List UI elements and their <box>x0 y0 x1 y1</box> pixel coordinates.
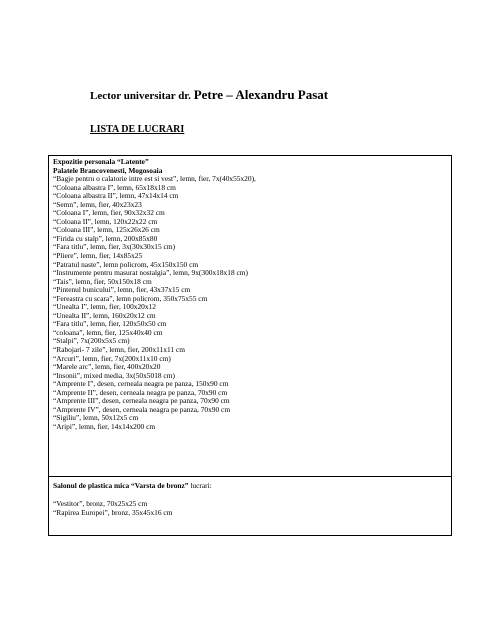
work-item: “Coloana albastra I”, lemn, 65x18x18 cm <box>53 182 176 192</box>
author-line <box>90 87 328 103</box>
work-item: “Unealta I”, lemn, fier, 100x20x12 <box>53 302 156 312</box>
salon-title-suffix: lucrari: <box>188 481 212 490</box>
solo-exhibition-cell <box>49 156 451 477</box>
exhibition-title: Expozitie personala “Latente” <box>53 157 149 166</box>
work-item: “Fara titlu”, lemn, fier, 3x(30x30x15 cm) <box>53 242 176 252</box>
author-name: Petre – Alexandru Pasat <box>193 87 329 102</box>
work-item: “Semn”, lemn, fier, 40x23x23 <box>53 199 142 209</box>
work-item: “Stalpi”, 7x(200x5x5 cm) <box>53 336 130 346</box>
work-item: “Fereastra cu scara”, lemn policrom, 350x75x55 cm <box>53 293 208 303</box>
work-item: “Bagje pentru o calatorie intre est si vest”, lemn, fier, 7x(40x55x20), <box>53 174 256 184</box>
spacer <box>53 490 447 499</box>
salon-cell <box>49 477 451 535</box>
work-item: “Sigiliu”, lemn, 50x12x5 cm <box>53 413 139 423</box>
work-item: “Aripi”, lemn, fier, 14x14x200 cm <box>53 421 156 431</box>
author-prefix: Lector universitar dr. <box>90 90 191 102</box>
work-item: “Coloana II”, lemn, 120x22x22 cm <box>53 216 158 226</box>
work-item: “Amprente I”, desen, cerneala neagra pe panza, 150x90 cm <box>53 379 229 389</box>
work-item: “Arcuri”, lemn, fier, 7x(200x11x10 cm) <box>53 353 171 363</box>
work-item: “Amprente III”, desen, cerneala neagra pe panza, 70x90 cm <box>53 396 230 406</box>
salon-works-list <box>53 499 447 517</box>
work-item: “Unealta II”, lemn, 160x20x12 cm <box>53 310 156 320</box>
work-item: “coloana”, lemn, fier, 125x40x40 cm <box>53 327 163 337</box>
work-item: “Fara titlu”, lemn, fier, 120x50x50 cm <box>53 319 167 329</box>
work-item: “Marele arc”, lemn, fier, 400x20x20 <box>53 362 161 372</box>
salon-title-line <box>53 481 447 490</box>
salon-title: Salonul de plastica mica “Varsta de bronz” <box>53 481 189 490</box>
work-item: “Coloana III”, lemn, 125x26x26 cm <box>53 225 160 235</box>
work-item: “Insonii”, mixed media, 3x(50x5018 cm) <box>53 370 175 380</box>
list-title: LISTA DE LUCRARI <box>90 124 185 135</box>
work-item: “Tais”, lemn, fier, 50x150x18 cm <box>53 276 152 286</box>
work-item: “Pliere”, lemn, fier, 14x85x25 <box>53 251 143 261</box>
work-item: “Rapirea Europei”, bronz, 35x45x16 cm <box>53 508 173 518</box>
work-item: “Patratul naste”, lemn policrom, 45x150x150 cm <box>53 259 199 269</box>
work-item: “Amprente II”, desen, cerneala neagra pe panza, 70x90 cm <box>53 387 228 397</box>
works-table <box>48 155 452 536</box>
work-item: “Coloana I”, lemn, fier, 90x32x32 cm <box>53 208 165 218</box>
work-item: “Instrumente pentru masurat nostalgia”, lemn, 9x(300x18x18 cm) <box>53 268 248 278</box>
work-item: “Pintenul bunicului”, lemn, fier, 43x37x15 cm <box>53 285 191 295</box>
work-item: “Amprente IV”, desen, cerneala neagra pe panza, 70x90 cm <box>53 404 231 414</box>
work-item: “Rabojari- 7 zile”, lemn, fier, 200x11x11 cm <box>53 345 185 355</box>
work-item: “Vestitor”, bronz, 70x25x25 cm <box>53 499 148 509</box>
solo-works-list <box>53 175 447 431</box>
exhibition-venue: Palatele Brancovenesti, Mogosoaia <box>53 165 163 175</box>
work-item: “Firida cu stalp”, lemn, 200x85x80 <box>53 233 158 243</box>
work-item: “Coloana albastra II”, lemn, 47x14x14 cm <box>53 191 179 201</box>
